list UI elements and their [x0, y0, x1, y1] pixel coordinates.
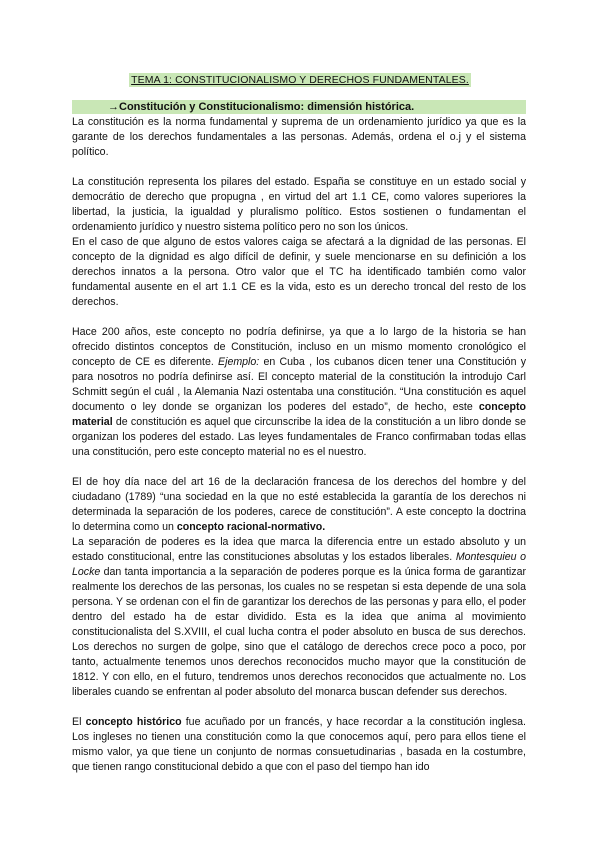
document-body [72, 115, 526, 775]
paragraph-5-text: El de hoy día nace del art 16 de la declaración francesa de los derechos del hombre y del ciudadano (1789) “una sociedad en la que no esté establecida la garantía de los derechos ni determinada la separación de los poderes, carece de constitución”. A este concepto la doctrina lo determina como un [72, 476, 526, 533]
paragraph-4-text-b: en Cuba , los cubanos dicen tener una Constitución y para nosotros no podría definirse así. El concepto material de la constitución la introdujo Carl Schmitt según el cuál , la Alemania Nazi ostentaba una constitución. “Una constitución es aquel documento o ley donde se organizan los poderes del estado”, de hecho, este [72, 356, 526, 413]
document-title: TEMA 1: CONSTITUCIONALISMO Y DERECHOS FUNDAMENTALES. [131, 74, 469, 86]
section-subtitle [72, 100, 526, 114]
paragraph-4-bold: concepto material [72, 401, 526, 428]
paragraph-7-bold: concepto histórico [85, 716, 182, 728]
paragraph-4-text-c: de constitución es aquel que circunscribe la idea de la constitución a un libro donde se organizan los poderes del estado. Las leyes fundamentales de Franco confirmaban todas ellas una constitución, pero este concepto material no es el nuestro. [72, 416, 526, 458]
paragraph-5-bold: concepto racional-normativo. [176, 521, 326, 533]
paragraph-4-example: Ejemplo: [218, 356, 260, 368]
paragraph-3: En el caso de que alguno de estos valores caiga se afectará a la dignidad de las personas. El concepto de la dignidad es algo difícil de definir, y suele mencionarse en su definición a los derechos innatos a la persona. Otro valor que el TC ha identificado también como valor fundamental ausente en el art 1.1 CE es la vida, esto es un derecho troncal del resto de los derechos. [72, 236, 526, 308]
paragraph-4-text-a: Hace 200 años, este concepto no podría definirse, ya que a lo largo de la historia se han ofrecido distintos conceptos de Constitución, incluso en un mismo momento cronológico el concepto de CE es diferente. [72, 326, 526, 368]
paragraph-7-text-b: fue acuñado por un francés, y hace recordar a la constitución inglesa. Los ingleses no tienen una constitución como la que conocemos aquí, pero para ellos tiene el mismo valor, ya que tiene un conjunto de normas consuetudinarias , basada en la costumbre, que tienen rango constitucional debido a que con el paso del tiempo han ido [72, 716, 526, 773]
arrow-icon: → [108, 101, 119, 113]
paragraph-6-italic: Montesquieu o Locke [72, 551, 526, 578]
paragraph-6 [72, 535, 526, 700]
paragraph-5 [72, 475, 526, 535]
title-wrapper [0, 70, 600, 88]
paragraph-4 [72, 325, 526, 460]
paragraph-7 [72, 715, 526, 775]
paragraph-6-text-a: La separación de poderes es la idea que marca la diferencia entre un estado absoluto y un estado constitucional, entre las constituciones absolutas y los estados liberales. [72, 536, 526, 563]
paragraph-6-text-b: dan tanta importancia a la separación de poderes porque es la única forma de garantizar realmente los derechos de las personas, los cuales no se respetan si esta depende de una sola persona. Y se ordenan con el fin de garantizar los derechos de las personas y para ello, el poder dentro del estado ha de estar dividido. Esta es la idea que anima al movimiento constitucionalista del S.XVIII, el cual lucha contra el poder absoluto en busca de sus derechos. Los derechos no surgen de golpe, sino que el catálogo de derechos crece poco a poco, por tanto, actualmente tenemos unos derechos reconocidos mucho mayor que la constitución de 1812. Y con ello, en el futuro, tendremos unos derechos reconocidos que actualmente no. Los liberales cuando se enfrentan al poder absoluto del monarca buscan defender sus derechos. [72, 566, 526, 698]
paragraph-1: La constitución es la norma fundamental y suprema de un ordenamiento jurídico ya que es la garante de los derechos fundamentales a las personas. Además, ordena el o.j y el sistema político. [72, 116, 526, 158]
paragraph-7-text-a: El [72, 716, 86, 728]
subtitle-text: Constitución y Constitucionalismo: dimensión histórica. [119, 101, 415, 113]
paragraph-2: La constitución representa los pilares del estado. España se constituye en un estado social y democrátio de derecho que propugna , en virtud del art 1.1 CE, como valores superiores la libertad, la justicia, la igualdad y pluralismo político. Estos sostienen o fundamentan el ordenamiento jurídico y nuestro sistema político pero no son los únicos. [72, 176, 526, 233]
